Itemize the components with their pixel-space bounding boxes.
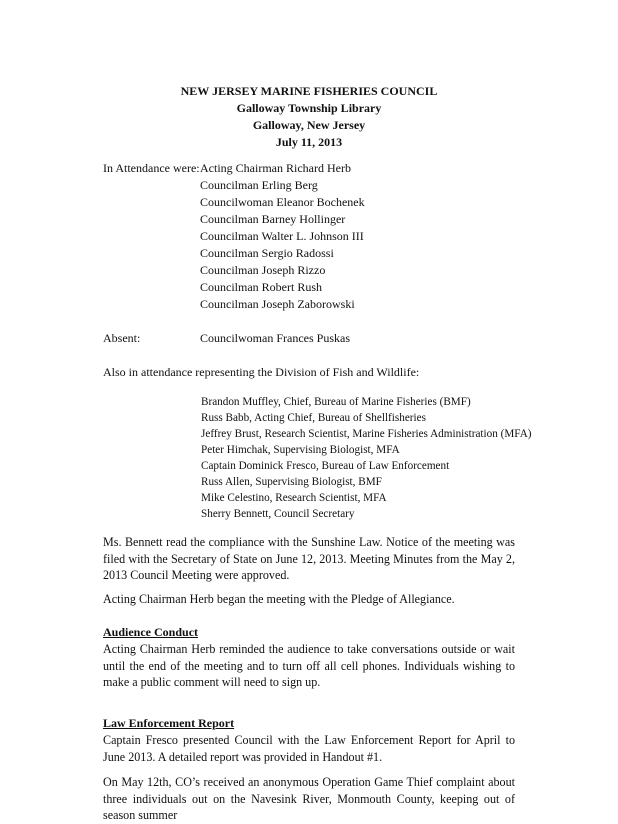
- attendee: Councilman Walter L. Johnson III: [200, 229, 364, 243]
- law-enforcement-paragraph: Captain Fresco presented Council with the Law Enforcement Report for April to June 2013. A detailed report was provided in Handout #1.: [103, 733, 515, 764]
- attendee: Councilman Joseph Zaborowski: [200, 297, 355, 311]
- attendee: Acting Chairman Richard Herb: [200, 161, 351, 175]
- sunshine-law-paragraph: Ms. Bennett read the compliance with the Sunshine Law. Notice of the meeting was filed with the Secretary of State on June 12, 2013. Meeting Minutes from the May 2, 2013 Council Meeting were approved.: [103, 535, 515, 582]
- law-enforcement-heading: Law Enforcement Report: [103, 716, 235, 730]
- staff-member: Brandon Muffley, Chief, Bureau of Marine Fisheries (BMF): [201, 396, 471, 408]
- operation-game-thief-paragraph: On May 12th, CO’s received an anonymous Operation Game Thief complaint about three individuals out on the Navesink River, Monmouth County, keeping out of season summer: [103, 775, 515, 822]
- venue-location: Galloway, New Jersey: [252, 118, 366, 132]
- audience-conduct-paragraph: Acting Chairman Herb reminded the audience to take conversations outside or wait until the end of the meeting and to turn off all cell phones. Individuals wishing to make a public comment will need to sign up.: [103, 642, 515, 689]
- division-intro: Also in attendance representing the Division of Fish and Wildlife:: [103, 365, 420, 379]
- staff-member: Russ Allen, Supervising Biologist, BMF: [201, 476, 382, 488]
- attendance-label: In Attendance were:: [103, 161, 200, 175]
- staff-member: Sherry Bennett, Council Secretary: [201, 508, 355, 520]
- council-title: NEW JERSEY MARINE FISHERIES COUNCIL: [180, 84, 438, 98]
- attendee: Councilman Joseph Rizzo: [200, 263, 326, 277]
- staff-member: Peter Himchak, Supervising Biologist, MFA: [201, 444, 400, 456]
- attendee: Councilman Robert Rush: [200, 280, 322, 294]
- staff-member: Russ Babb, Acting Chief, Bureau of Shellfisheries: [201, 412, 426, 424]
- absent-member: Councilwoman Frances Puskas: [200, 331, 350, 345]
- attendee: Councilwoman Eleanor Bochenek: [200, 195, 365, 209]
- meeting-date: July 11, 2013: [275, 135, 343, 149]
- audience-conduct-heading: Audience Conduct: [103, 625, 199, 639]
- staff-member: Mike Celestino, Research Scientist, MFA: [201, 492, 387, 504]
- absent-label: Absent:: [103, 331, 141, 345]
- pledge-paragraph: Acting Chairman Herb began the meeting with the Pledge of Allegiance.: [103, 592, 455, 606]
- staff-member: Jeffrey Brust, Research Scientist, Marine Fisheries Administration (MFA): [201, 428, 532, 440]
- attendee: Councilman Barney Hollinger: [200, 212, 346, 226]
- staff-member: Captain Dominick Fresco, Bureau of Law Enforcement: [201, 460, 450, 472]
- attendee: Councilman Sergio Radossi: [200, 246, 334, 260]
- attendee: Councilman Erling Berg: [200, 178, 318, 192]
- venue-name: Galloway Township Library: [236, 101, 382, 115]
